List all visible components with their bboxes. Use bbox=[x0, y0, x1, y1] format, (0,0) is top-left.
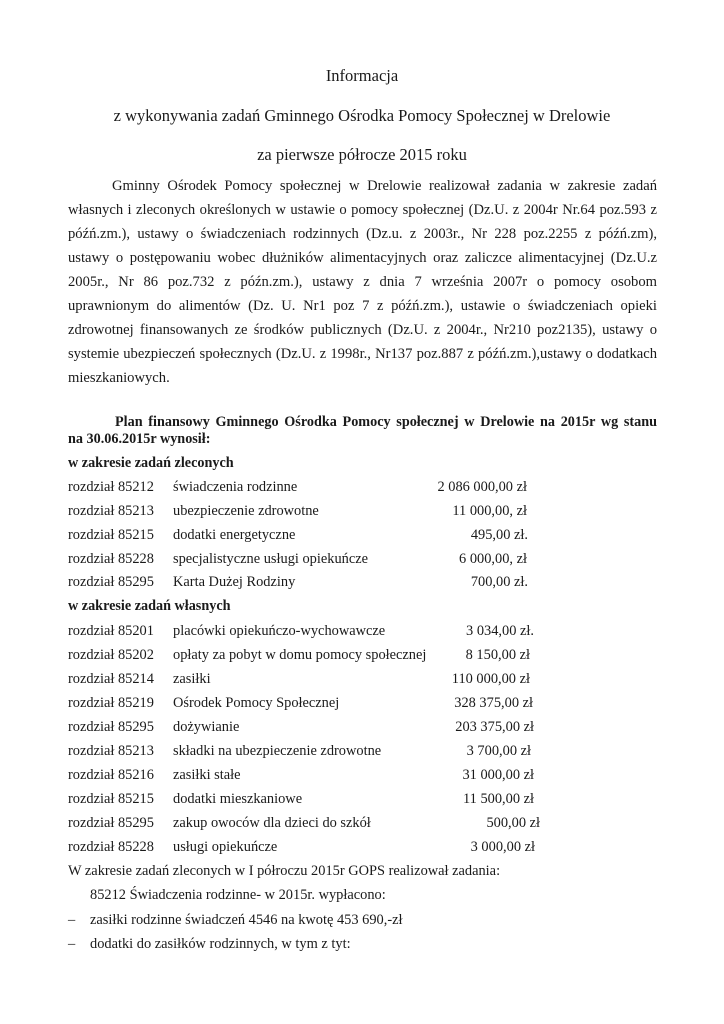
plan-heading bbox=[68, 414, 657, 448]
intro-line: uprawnionym do alimentów (Dz. U. Nr1 poz 7 z późń.zm.), ustawie o świadczeniach opieki bbox=[68, 298, 657, 314]
row-desc: opłaty za pobyt w domu pomocy społecznej bbox=[173, 647, 427, 663]
table-row bbox=[68, 619, 534, 643]
table-row bbox=[68, 499, 527, 523]
table-row bbox=[68, 547, 527, 571]
row-code: rozdział 85228 bbox=[68, 839, 154, 855]
summary-line: W zakresie zadań zleconych w I półroczu 2015r GOPS realizował zadania: bbox=[68, 863, 501, 879]
row-code: rozdział 85213 bbox=[68, 743, 154, 759]
document-period: za pierwsze półrocze 2015 roku bbox=[257, 145, 467, 164]
table-row bbox=[68, 715, 534, 739]
intro-paragraph bbox=[68, 174, 657, 390]
row-code: rozdział 85215 bbox=[68, 791, 154, 807]
row-desc: usługi opiekuńcze bbox=[173, 839, 278, 855]
row-code: rozdział 85216 bbox=[68, 767, 154, 783]
table-row bbox=[68, 835, 535, 859]
row-code: rozdział 85202 bbox=[68, 647, 154, 663]
intro-line: ustawy o postępowaniu wobec dłużników alimentacyjnych oraz zaliczce alimentacyjnej (Dz.U.z bbox=[68, 250, 657, 266]
row-amount: 3 700,00 zł bbox=[466, 743, 531, 759]
row-code: rozdział 85228 bbox=[68, 551, 154, 567]
row-amount: 2 086 000,00 zł bbox=[437, 479, 527, 495]
list-text: zasiłki rodzinne świadczeń 4546 na kwotę 453 690,-zł bbox=[90, 912, 403, 928]
document-subtitle: z wykonywania zadań Gminnego Ośrodka Pomocy Społecznej w Drelowie bbox=[113, 106, 611, 125]
table-row bbox=[68, 643, 530, 667]
row-desc: zasiłki stałe bbox=[173, 767, 241, 783]
row-amount: 203 375,00 zł bbox=[455, 719, 534, 735]
table-row bbox=[68, 570, 528, 594]
row-amount: 3 034,00 zł. bbox=[466, 623, 534, 639]
table-row bbox=[68, 763, 534, 787]
row-amount: 500,00 zł bbox=[486, 815, 540, 831]
row-amount: 700,00 zł. bbox=[470, 574, 528, 590]
summary-sub: 85212 Świadczenia rodzinne- w 2015r. wypłacono: bbox=[90, 887, 386, 903]
list-text: dodatki do zasiłków rodzinnych, w tym z tyt: bbox=[90, 936, 351, 952]
row-amount: 3 000,00 zł bbox=[470, 839, 535, 855]
intro-line: zdrowotnej finansowanych ze środków publicznych (Dz.U. z 2004r., Nr210 poz2135), ustawy o bbox=[68, 322, 657, 338]
intro-line: własnych i zleconych określonych w ustawie o pomocy społecznej (Dz.U. z 2004r Nr.64 poz.593 z bbox=[68, 202, 657, 218]
row-amount: 6 000,00, zł bbox=[459, 551, 527, 567]
row-desc: dożywianie bbox=[173, 719, 240, 735]
row-desc: ubezpieczenie zdrowotne bbox=[173, 503, 319, 519]
row-amount: 11 000,00, zł bbox=[452, 503, 527, 519]
row-code: rozdział 85201 bbox=[68, 623, 154, 639]
row-desc: Ośrodek Pomocy Społecznej bbox=[173, 695, 340, 711]
row-desc: placówki opiekuńczo-wychowawcze bbox=[173, 623, 386, 639]
table-row bbox=[68, 691, 533, 715]
row-code: rozdział 85214 bbox=[68, 671, 154, 687]
table-row bbox=[68, 811, 540, 835]
plan-heading-line: na 30.06.2015r wynosił: bbox=[68, 431, 211, 447]
row-code: rozdział 85295 bbox=[68, 574, 154, 590]
row-amount: 110 000,00 zł bbox=[451, 671, 530, 687]
list-dash: – bbox=[68, 936, 76, 952]
row-amount: 495,00 zł. bbox=[470, 527, 528, 543]
row-code: rozdział 85213 bbox=[68, 503, 154, 519]
table-row bbox=[68, 667, 530, 691]
row-code: rozdział 85219 bbox=[68, 695, 154, 711]
row-desc: dodatki energetyczne bbox=[173, 527, 296, 543]
intro-line: 2005r., Nr 86 poz.732 z późn.zm.), ustawy z dnia 7 września 2007r o pomocy osobom bbox=[68, 274, 657, 290]
row-desc: zakup owoców dla dzieci do szkół bbox=[173, 815, 371, 831]
intro-line: późń.zm.), ustawy o świadczeniach rodzinnych (Dz.u. z 2003r., Nr 228 poz.2255 z późń.zm), bbox=[68, 226, 657, 242]
table-row bbox=[68, 475, 527, 499]
list-dash: – bbox=[68, 912, 76, 928]
table-row bbox=[68, 523, 528, 547]
intro-line: mieszkaniowych. bbox=[68, 370, 170, 386]
intro-line: Gminny Ośrodek Pomocy społecznej w Drelowie realizował zadania w zakresie zadań bbox=[112, 178, 657, 194]
list-item bbox=[68, 932, 568, 956]
table-row bbox=[68, 739, 531, 763]
row-desc: Karta Dużej Rodziny bbox=[173, 574, 296, 590]
row-desc: dodatki mieszkaniowe bbox=[173, 791, 303, 807]
row-desc: składki na ubezpieczenie zdrowotne bbox=[173, 743, 382, 759]
row-code: rozdział 85295 bbox=[68, 719, 154, 735]
row-code: rozdział 85212 bbox=[68, 479, 154, 495]
row-desc: specjalistyczne usługi opiekuńcze bbox=[173, 551, 369, 567]
plan-heading-line: Plan finansowy Gminnego Ośrodka Pomocy społecznej w Drelowie na 2015r wg stanu bbox=[115, 414, 657, 430]
row-code: rozdział 85295 bbox=[68, 815, 154, 831]
row-amount: 31 000,00 zł bbox=[462, 767, 534, 783]
row-desc: świadczenia rodzinne bbox=[173, 479, 298, 495]
row-code: rozdział 85215 bbox=[68, 527, 154, 543]
zlecone-heading: w zakresie zadań zleconych bbox=[68, 455, 234, 471]
document-title: Informacja bbox=[325, 66, 399, 85]
table-row bbox=[68, 787, 534, 811]
wlasne-heading: w zakresie zadań własnych bbox=[68, 598, 231, 614]
list-item bbox=[68, 908, 568, 932]
row-amount: 328 375,00 zł bbox=[454, 695, 533, 711]
row-amount: 8 150,00 zł bbox=[465, 647, 530, 663]
row-desc: zasiłki bbox=[173, 671, 211, 687]
intro-line: systemie ubezpieczeń społecznych (Dz.U. z 1998r., Nr137 poz.887 z późń.zm.),ustawy o dodatkach bbox=[68, 346, 657, 362]
row-amount: 11 500,00 zł bbox=[462, 791, 534, 807]
